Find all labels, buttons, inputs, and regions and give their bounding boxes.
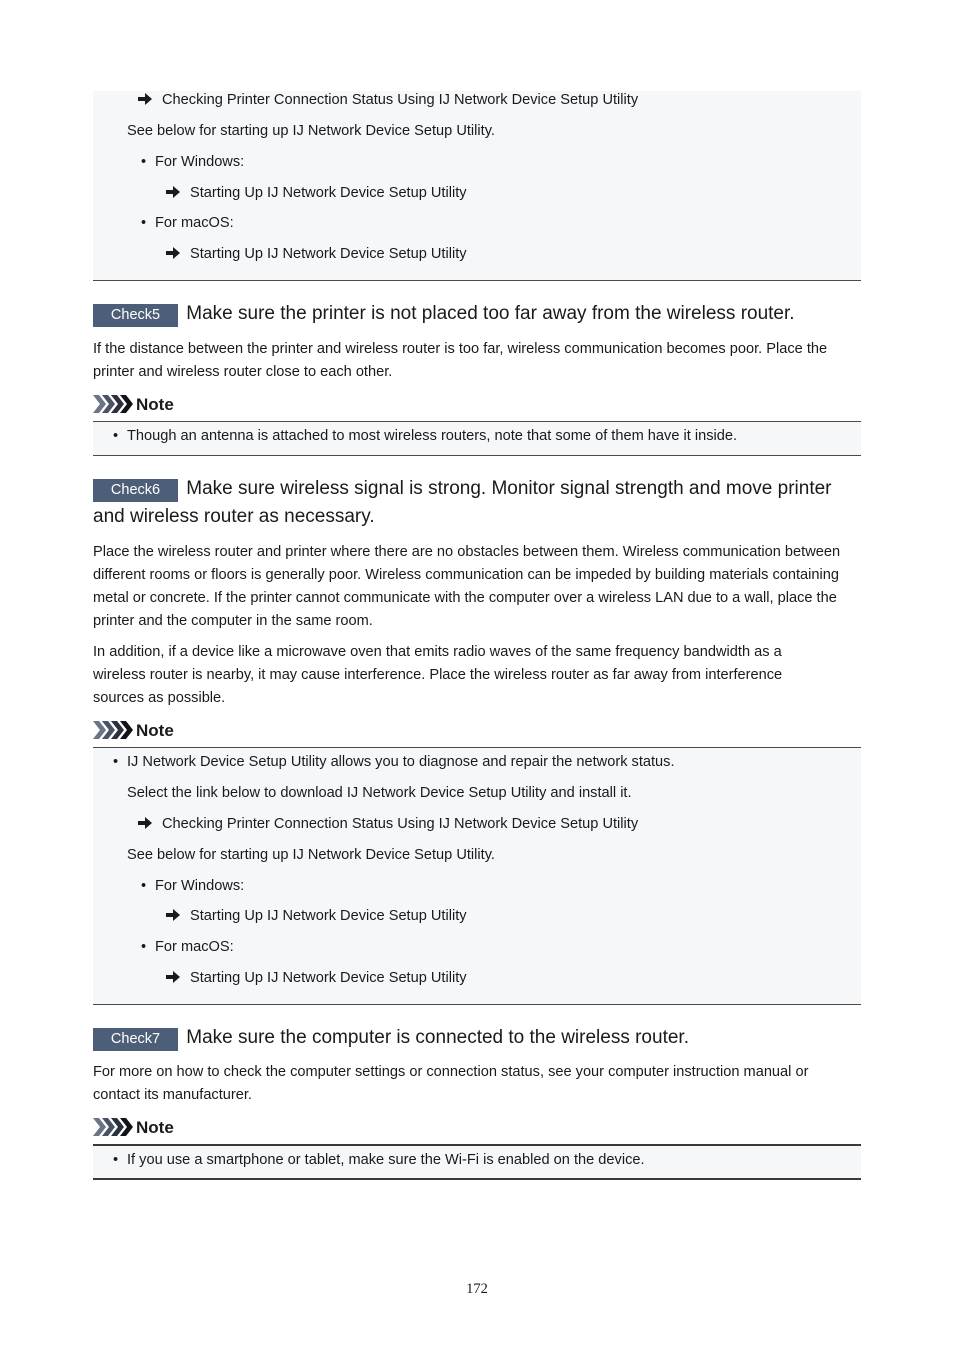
top-note-for-macos: • For macOS:	[141, 212, 234, 235]
check5-paragraph: If the distance between the printer and wireless router is too far, wireless communication becomes poor. Place the printer and wireless router close to each other.	[93, 341, 828, 380]
check6-paragraph-2: In addition, if a device like a microwave oven that emits radio waves of the same frequency bandwidth as a wireless router is nearby, it may cause interference. Place the wireless router as far away from interference sources as possible.	[93, 644, 783, 706]
bullet: •	[113, 1152, 119, 1168]
check6-select-link: Select the link below to download IJ Network Device Setup Utility and install it.	[127, 785, 632, 801]
bullet: •	[113, 428, 119, 444]
check6-note-header: Note	[93, 720, 174, 742]
check7-note-header: Note	[93, 1117, 174, 1139]
check5-note-header: Note	[93, 394, 174, 416]
check5-badge: Check5	[93, 304, 178, 327]
check6-badge: Check6	[93, 479, 178, 502]
bullet: •	[141, 939, 147, 955]
check6-see-below: See below for starting up IJ Network Device Setup Utility.	[127, 847, 495, 863]
check6-paragraph-1: Place the wireless router and printer where there are no obstacles between them. Wireless communication between different rooms or floors is generally poor. Wireless communication can be impeded by building materials containing metal or concrete. If the printer cannot communicate with the computer over a wireless LAN due to a wall, place the printer and the computer in the same room.	[93, 544, 841, 629]
divider	[93, 1178, 861, 1180]
arrow-right-icon	[138, 817, 152, 829]
arrow-right-icon	[166, 971, 180, 983]
note-icon	[93, 395, 133, 413]
top-note-for-windows: • For Windows:	[141, 151, 244, 174]
check7-heading-text: Make sure the computer is connected to the wireless router.	[186, 1027, 689, 1048]
arrow-right-icon	[166, 909, 180, 921]
arrow-right-icon	[138, 93, 152, 105]
check7-note-item: • If you use a smartphone or tablet, make sure the Wi-Fi is enabled on the device.	[113, 1149, 645, 1172]
check5-heading	[93, 300, 861, 328]
check6-heading	[93, 475, 861, 531]
note-icon	[93, 1118, 133, 1136]
note-icon	[93, 721, 133, 739]
check6-link-checking[interactable]: Checking Printer Connection Status Using IJ Network Device Setup Utility	[138, 813, 638, 836]
bullet: •	[113, 754, 119, 770]
divider	[93, 280, 861, 281]
check7-badge: Check7	[93, 1028, 178, 1051]
check5-note-item: • Though an antenna is attached to most wireless routers, note that some of them have it inside.	[113, 425, 737, 448]
bullet: •	[141, 215, 147, 231]
divider	[93, 455, 861, 456]
top-note-link-macos[interactable]: Starting Up IJ Network Device Setup Utility	[166, 243, 467, 266]
top-note-see-below: See below for starting up IJ Network Device Setup Utility.	[127, 123, 495, 139]
check6-heading-text: Make sure wireless signal is strong. Monitor signal strength and move printer and wireless router as necessary.	[93, 478, 832, 527]
check5-heading-text: Make sure the printer is not placed too far away from the wireless router.	[186, 303, 795, 324]
top-note-link-windows[interactable]: Starting Up IJ Network Device Setup Utility	[166, 182, 467, 205]
check6-for-macos: • For macOS:	[141, 936, 234, 959]
arrow-right-icon	[166, 247, 180, 259]
arrow-right-icon	[166, 186, 180, 198]
check6-link-macos[interactable]: Starting Up IJ Network Device Setup Utility	[166, 967, 467, 990]
divider	[93, 1004, 861, 1005]
bullet: •	[141, 878, 147, 894]
bullet: •	[141, 154, 147, 170]
top-note-link-checking[interactable]: Checking Printer Connection Status Using IJ Network Device Setup Utility	[138, 89, 638, 112]
check6-for-windows: • For Windows:	[141, 875, 244, 898]
check7-paragraph: For more on how to check the computer settings or connection status, see your computer instruction manual or contact its manufacturer.	[93, 1064, 809, 1103]
check7-heading	[93, 1024, 861, 1052]
check6-link-windows[interactable]: Starting Up IJ Network Device Setup Utility	[166, 905, 467, 928]
check6-note-item: • IJ Network Device Setup Utility allows you to diagnose and repair the network status.	[113, 751, 675, 774]
page-number: 172	[466, 1281, 488, 1297]
